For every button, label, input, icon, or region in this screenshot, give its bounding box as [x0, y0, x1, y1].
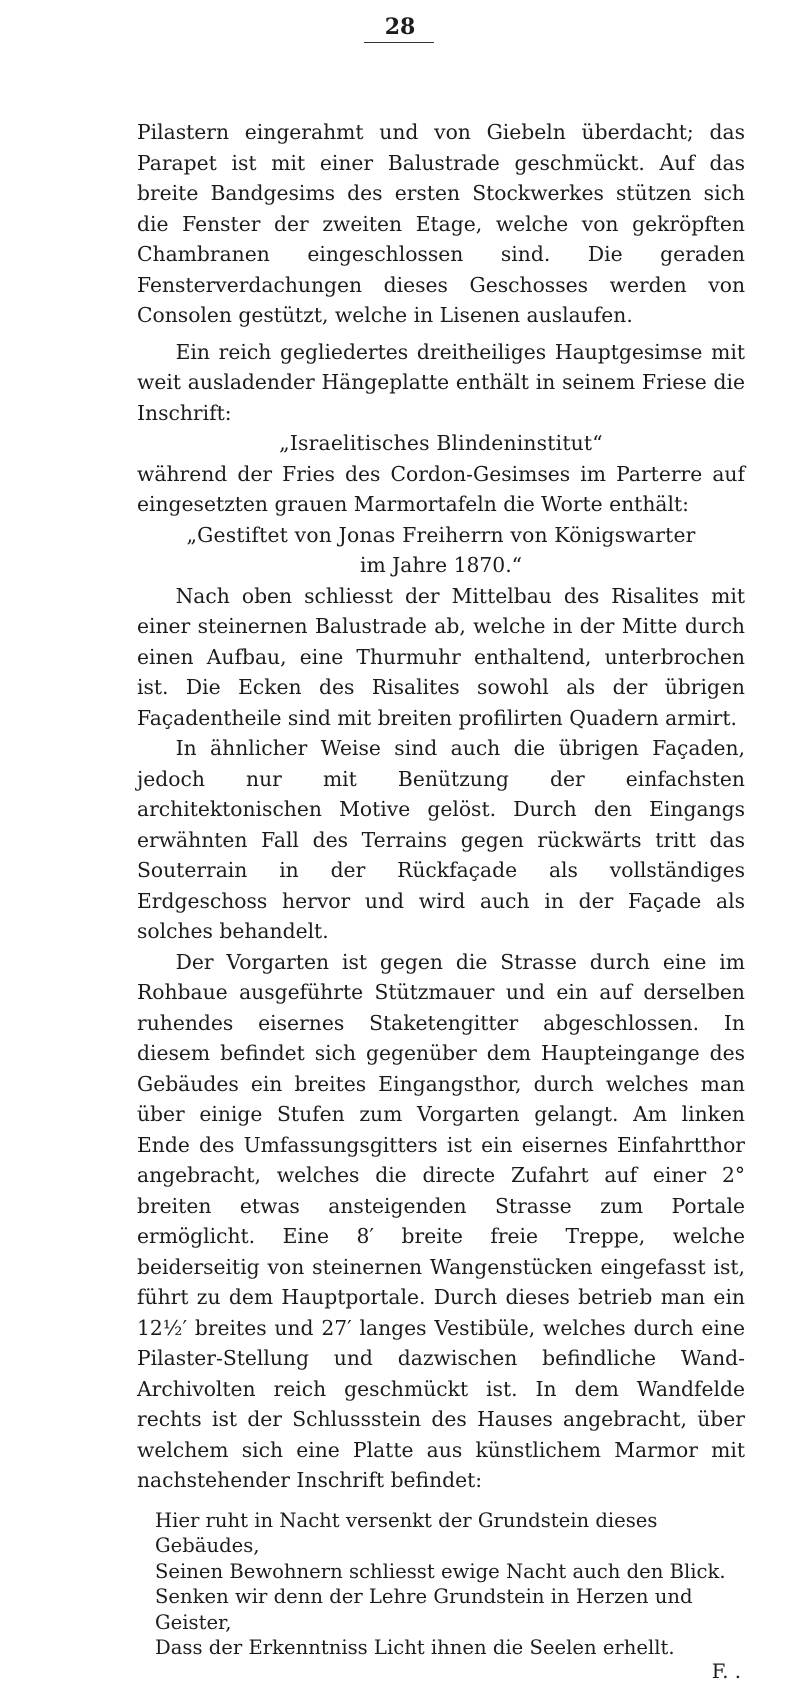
inscription-line: Hier ruht in Nacht versenkt der Grundstein dieses Gebäudes,: [137, 1508, 745, 1559]
inscription-line: Seinen Bewohnern schliesst ewige Nacht auch den Blick.: [137, 1559, 745, 1585]
page-number-underline: [364, 42, 434, 43]
marble-inscription: [137, 1508, 745, 1684]
paragraph: Nach oben schliesst der Mittelbau des Risalites mit einer steinernen Balustrade ab, welche in der Mitte durch einen Aufbau, eine Thurmuhr enthaltend, unterbrochen ist. Die Ecken des Risalites sowohl als der übrigen Façadentheile sind mit breiten profilirten Quadern armirt.: [137, 581, 745, 734]
quoted-inscription-line: „Gestiftet von Jonas Freiherrn von Königswarter: [137, 520, 745, 551]
inscription-line: Dass der Erkenntniss Licht ihnen die Seelen erhellt.: [137, 1635, 745, 1661]
paragraph: In ähnlicher Weise sind auch die übrigen Façaden, jedoch nur mit Benützung der einfachsten architektonischen Motive gelöst. Durch den Eingangs erwähnten Fall des Terrains gegen rückwärts tritt das Souterrain in der Rückfaçade als vollständiges Erdgeschoss hervor und wird auch in der Façade als solches behandelt.: [137, 733, 745, 947]
inscription-signature: F. .: [137, 1659, 745, 1684]
body-text: [137, 117, 745, 1684]
quoted-inscription: „Israelitisches Blindeninstitut“: [137, 428, 745, 459]
inscription-line: Senken wir denn der Lehre Grundstein in Herzen und Geister,: [137, 1584, 745, 1635]
paragraph: Pilastern eingerahmt und von Giebeln überdacht; das Parapet ist mit einer Balustrade geschmückt. Auf das breite Bandgesims des ersten Stockwerkes stützen sich die Fenster der zweiten Etage, welche von gekröpften Chambranen eingeschlossen sind. Die geraden Fensterverdachungen dieses Geschosses werden von Consolen gestützt, welche in Lisenen auslaufen.: [137, 117, 745, 331]
quoted-inscription-line: im Jahre 1870.“: [137, 550, 745, 581]
paragraph: Der Vorgarten ist gegen die Strasse durch eine im Rohbaue ausgeführte Stützmauer und ein auf derselben ruhendes eisernes Staketengitter abgeschlossen. In diesem befindet sich gegenüber dem Haupteingange des Gebäudes ein breites Eingangsthor, durch welches man über einige Stufen zum Vorgarten gelangt. Am linken Ende des Umfassungsgitters ist ein eisernes Einfahrtthor angebracht, welches die directe Zufahrt auf einer 2° breiten etwas ansteigenden Strasse zum Portale ermöglicht. Eine 8′ breite freie Treppe, welche beiderseitig von steinernen Wangenstücken eingefasst ist, führt zu dem Hauptportale. Durch dieses betrieb man ein 12½′ breites und 27′ langes Vestibüle, welches durch eine Pilaster-Stellung und dazwischen befindliche Wand-Archivolten reich geschmückt ist. In dem Wandfelde rechts ist der Schlussstein des Hauses angebracht, über welchem sich eine Platte aus künstlichem Marmor mit nachstehender Inschrift befindet:: [137, 947, 745, 1496]
page-number: 28: [300, 14, 500, 40]
paragraph: Ein reich gegliedertes dreitheiliges Hauptgesimse mit weit ausladender Hängeplatte enthält in seinem Friese die Inschrift:: [137, 337, 745, 429]
paragraph: während der Fries des Cordon-Gesimses im Parterre auf eingesetzten grauen Marmortafeln die Worte enthält:: [137, 459, 745, 520]
